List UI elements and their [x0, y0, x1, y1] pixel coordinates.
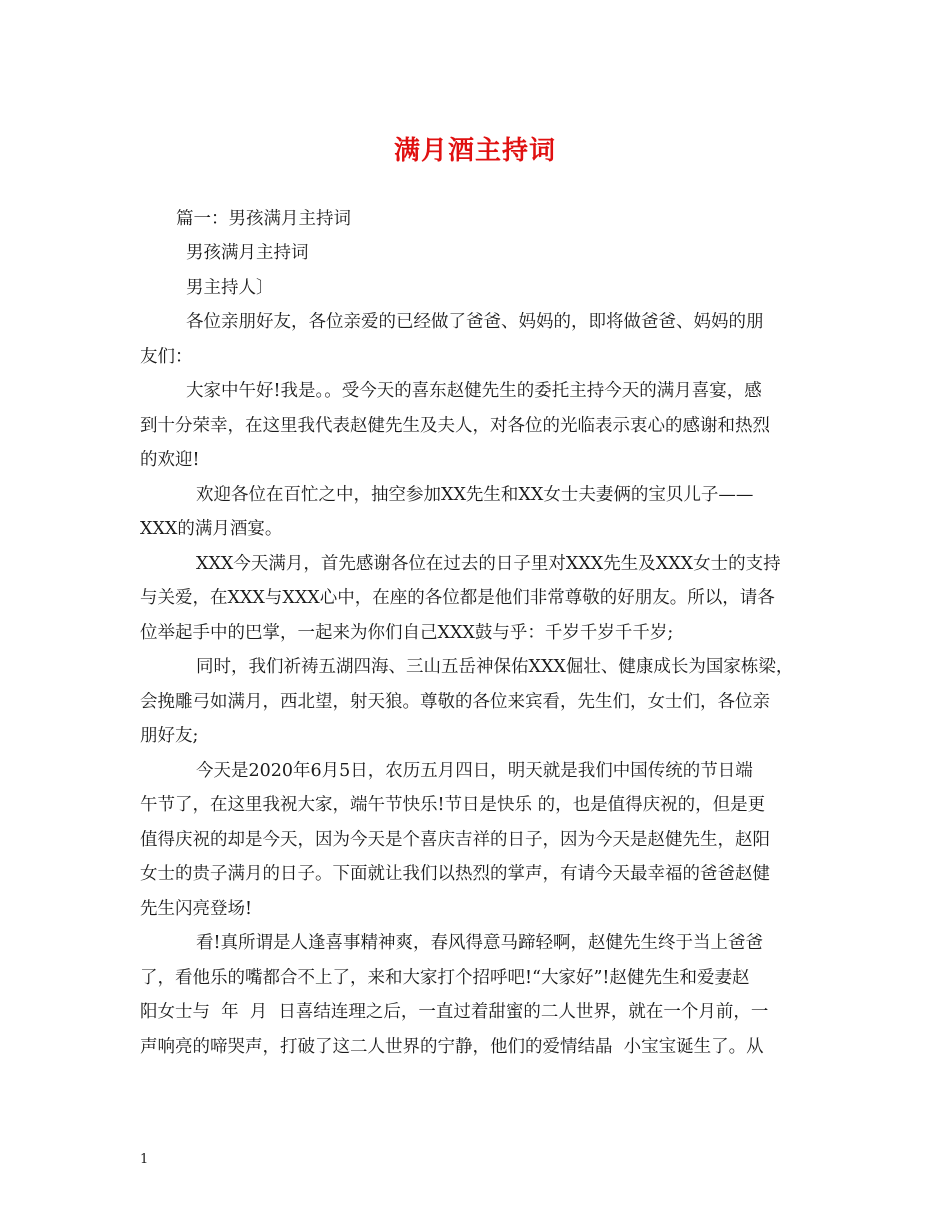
- text-line: 篇一：男孩满月主持词: [176, 209, 351, 229]
- text-line: 了，看他乐的嘴都合不上了，来和大家打个招呼吧!“大家好”!赵健先生和爱妻赵: [140, 968, 750, 988]
- text-line: 声响亮的啼哭声，打破了这二人世界的宁静，他们的爱情结晶 小宝宝诞生了。从: [140, 1037, 764, 1057]
- text-line: 值得庆祝的却是今天，因为今天是个喜庆吉祥的日子，因为今天是赵健先生，赵阳: [140, 830, 770, 850]
- text-line: 的欢迎!: [140, 450, 200, 470]
- text-line: 男孩满月主持词: [186, 243, 309, 263]
- text-line: 欢迎各位在百忙之中，抽空参加XX先生和XX女士夫妻俩的宝贝儿子——: [196, 485, 754, 505]
- text-line: XXX今天满月，首先感谢各位在过去的日子里对XXX先生及XXX女士的支持: [196, 554, 781, 574]
- text-line: 看!真所谓是人逢喜事精神爽，春风得意马蹄轻啊，赵健先生终于当上爸爸: [196, 933, 764, 953]
- text-line: 位举起手中的巴掌，一起来为你们自己XXX鼓与乎：千岁千岁千千岁;: [140, 623, 674, 643]
- text-line: 阳女士与 年 月 日喜结连理之后，一直过着甜蜜的二人世界，就在一个月前，一: [140, 1002, 769, 1022]
- document-title: 满月酒主持词: [393, 136, 556, 166]
- text-line: 各位亲朋好友，各位亲爱的已经做了爸爸、妈妈的，即将做爸爸、妈妈的朋: [186, 312, 764, 332]
- text-line: 与关爱，在XXX与XXX心中，在座的各位都是他们非常尊敬的好朋友。所以，请各: [140, 588, 775, 608]
- text-line: XXX的满月酒宴。: [140, 519, 283, 539]
- text-line: 友们：: [140, 347, 193, 367]
- text-line: 大家中午好!我是。。受今天的喜东赵健先生的委托主持今天的满月喜宴，感: [186, 381, 762, 401]
- text-line: 今天是2020年6月5日，农历五月四日，明天就是我们中国传统的节日端: [196, 761, 753, 781]
- page-number: 1: [140, 1152, 149, 1167]
- text-line: 会挽雕弓如满月，西北望，射天狼。尊敬的各位来宾看，先生们，女士们，各位亲: [140, 692, 770, 712]
- text-line: 午节了，在这里我祝大家，端午节快乐!节日是快乐 的，也是值得庆祝的，但是更: [140, 795, 766, 815]
- text-line: 同时，我们祈祷五湖四海、三山五岳神保佑XXX倔壮、健康成长为国家栋梁，: [196, 657, 794, 677]
- text-line: 男主持人〕: [186, 278, 274, 298]
- text-line: 先生闪亮登场!: [140, 899, 253, 919]
- text-line: 朋好友;: [140, 726, 199, 746]
- text-line: 女士的贵子满月的日子。下面就让我们以热烈的掌声，有请今天最幸福的爸爸赵健: [140, 864, 770, 884]
- text-line: 到十分荣幸，在这里我代表赵健先生及夫人，对各位的光临表示衷心的感谢和热烈: [140, 416, 770, 436]
